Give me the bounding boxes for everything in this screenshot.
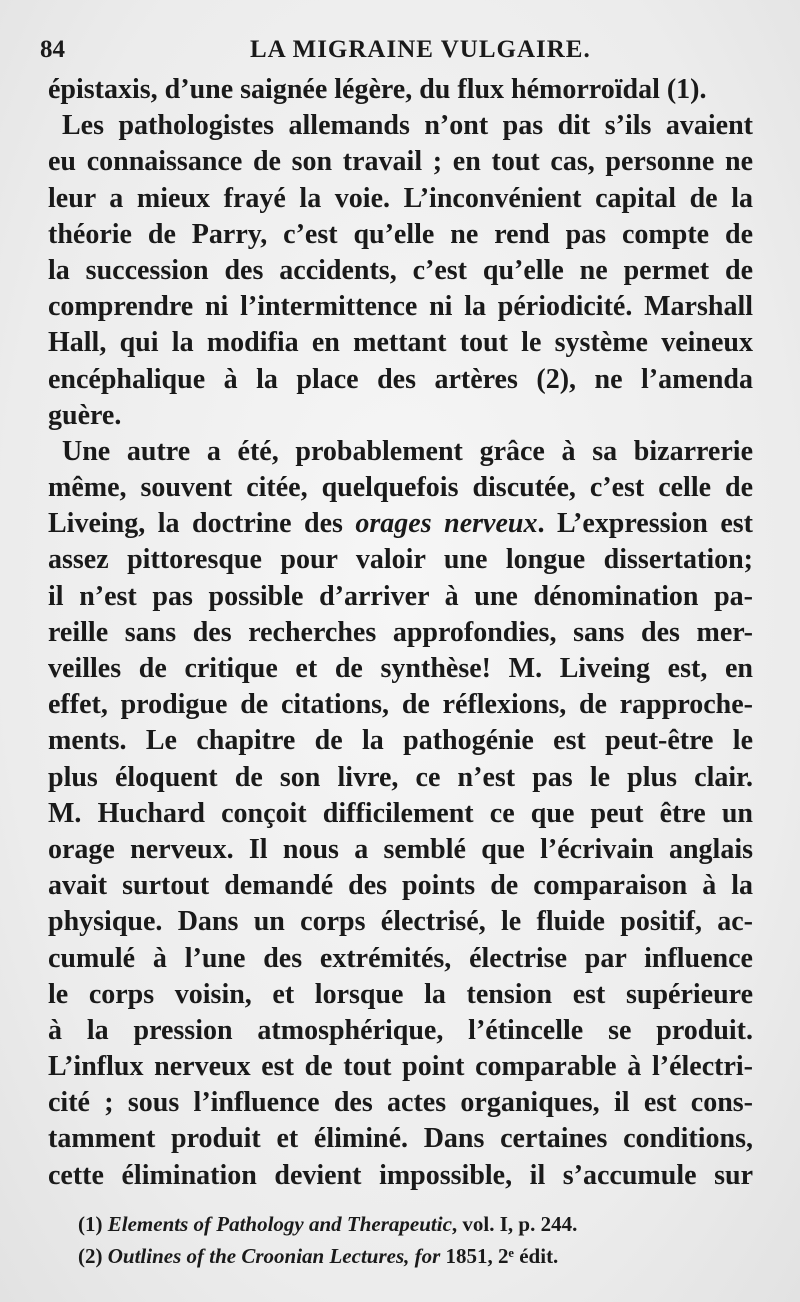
text-line: physique. Dans un corps électrisé, le fluide positif, ac- xyxy=(48,906,753,938)
text-line: comprendre ni l’intermittence ni la périodicité. Marshall xyxy=(48,291,753,323)
text-line: théorie de Parry, c’est qu’elle ne rend pas compte de xyxy=(48,218,753,250)
text-line: même, souvent citée, quelquefois discutée, c’est celle de xyxy=(48,472,753,504)
text-line: M. Huchard conçoit difficilement ce que peut être un xyxy=(48,797,753,829)
footnote xyxy=(78,1208,738,1240)
footnote-number: (1) xyxy=(78,1212,108,1236)
text-line: à la pression atmosphérique, l’étincelle se produit. xyxy=(48,1014,753,1046)
text-line: Hall, qui la modifia en mettant tout le système veineux xyxy=(48,327,753,359)
text-line: il n’est pas possible d’arriver à une dénomination pa- xyxy=(48,580,753,612)
text-segment: Liveing, la doctrine des xyxy=(48,508,356,540)
text-line: orage nerveux. Il nous a semblé que l’écrivain anglais xyxy=(48,833,753,865)
text-line: épistaxis, d’une saignée légère, du flux hémorroïdal (1). xyxy=(48,74,707,105)
text-line: assez pittoresque pour valoir une longue dissertation; xyxy=(48,544,753,576)
text-line: L’influx nerveux est de tout point comparable à l’électri- xyxy=(48,1051,753,1083)
text-line: avait surtout demandé des points de comparaison à la xyxy=(48,870,753,902)
text-line: eu connaissance de son travail ; en tout cas, personne ne xyxy=(48,146,753,178)
body-text xyxy=(48,72,753,1194)
text-line: veilles de critique et de synthèse! M. Liveing est, en xyxy=(48,653,753,684)
running-head: LA MIGRAINE VULGAIRE. xyxy=(250,36,591,63)
text-line: effet, prodigue de citations, de réflexions, de rapproche- xyxy=(48,689,753,721)
italic-phrase: orages nerveux xyxy=(355,508,538,540)
text-line: la succession des accidents, c’est qu’elle ne permet de xyxy=(48,254,753,286)
text-line: guère. xyxy=(48,399,122,431)
footnote-details: , vol. I, p. 244. xyxy=(451,1212,578,1236)
footnote-details: 1851, 2ᵉ édit. xyxy=(440,1244,559,1268)
text-line: le corps voisin, et lorsque la tension est supérieure xyxy=(48,978,753,1010)
text-line: Une autre a été, probablement grâce à sa bizarrerie xyxy=(62,435,753,467)
text-line: reille sans des recherches approfondies, sans des mer- xyxy=(48,616,753,648)
footnotes xyxy=(78,1208,738,1272)
text-line: cumulé à l’une des extrémités, électrise par influence xyxy=(48,942,753,974)
text-line: cette élimination devient impossible, il s’accumule sur xyxy=(48,1159,753,1191)
footnote-title: Elements of Pathology and Therapeutic xyxy=(107,1212,452,1236)
text-line: cité ; sous l’influence des actes organiques, il est cons- xyxy=(48,1087,753,1119)
page-number: 84 xyxy=(40,36,65,63)
text-line: leur a mieux frayé la voie. L’inconvénient capital de la xyxy=(48,182,753,214)
text-line: encéphalique à la place des artères (2), ne l’amenda xyxy=(48,363,753,395)
text-line: plus éloquent de son livre, ce n’est pas le plus clair. xyxy=(48,761,753,793)
footnote-title: Outlines of the Croonian Lectures, for xyxy=(107,1244,441,1268)
footnote xyxy=(78,1240,738,1272)
text-line: Les pathologistes allemands n’ont pas dit s’ils avaient xyxy=(62,110,753,142)
text-line xyxy=(48,506,753,542)
page-header xyxy=(40,36,750,72)
footnote-number: (2) xyxy=(78,1244,108,1268)
text-segment: . L’expression est xyxy=(537,508,754,540)
text-line: ments. Le chapitre de la pathogénie est peut-être le xyxy=(48,725,753,757)
text-line: tamment produit et éliminé. Dans certaines conditions, xyxy=(48,1123,753,1155)
